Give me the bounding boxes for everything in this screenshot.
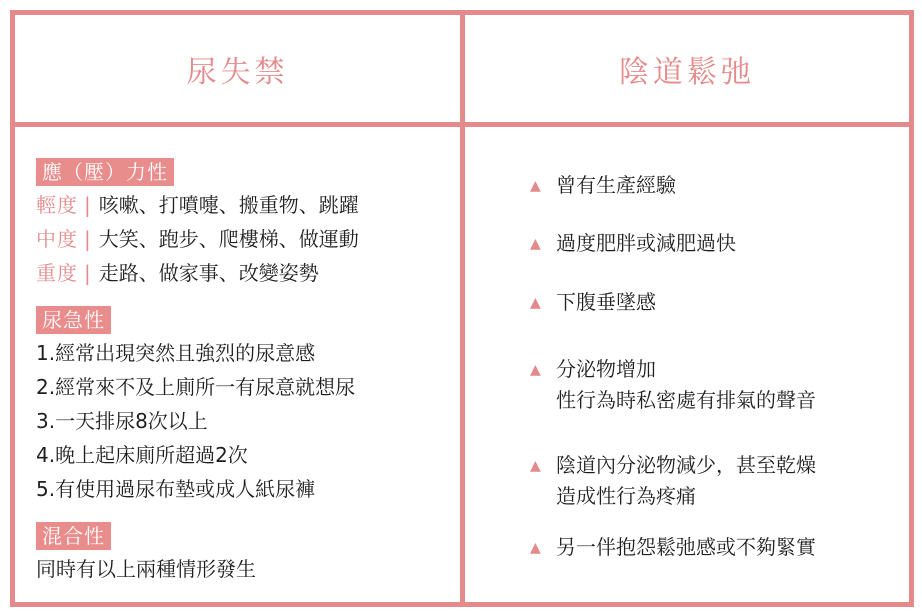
list-item: 4.晚上起床廁所超過2次 [36, 443, 248, 467]
severity-text: 大笑、跑步、爬樓梯、做運動 [98, 227, 359, 251]
list-item: 1.經常出現突然且強烈的尿意感 [36, 341, 316, 365]
mixed-section [36, 522, 359, 586]
stress-section [36, 158, 359, 290]
mixed-text: 同時有以上兩種情形發生 [36, 557, 256, 581]
triangle-bullet-icon: ▲ [530, 236, 541, 252]
severity-label: 輕度 [36, 193, 78, 217]
separator-bar: | [84, 261, 91, 285]
severity-label: 中度 [36, 227, 78, 251]
right-list-item [530, 287, 656, 318]
item-text: 陰道內分泌物減少，甚至乾燥 [556, 453, 816, 477]
list-item: 3.一天排尿8次以上 [36, 409, 208, 433]
right-list-item [530, 228, 736, 259]
stress-tag: 應（壓）力性 [36, 158, 174, 186]
severity-text: 咳嗽、打噴嚏、搬重物、跳躍 [98, 193, 359, 217]
triangle-bullet-icon: ▲ [530, 178, 541, 194]
stress-level-row [36, 188, 359, 222]
list-item: 2.經常來不及上廁所一有尿意就想尿 [36, 375, 356, 399]
stress-level-row [36, 222, 359, 256]
right-column-title: 陰道鬆弛 [619, 55, 755, 90]
item-text: 過度肥胖或減肥過快 [556, 231, 736, 255]
separator-bar: | [84, 227, 91, 251]
item-text: 曾有生產經驗 [556, 173, 676, 197]
item-text: 另一伴抱怨鬆弛感或不夠緊實 [556, 535, 816, 559]
mixed-tag: 混合性 [36, 522, 111, 550]
right-list-item [530, 170, 676, 201]
severity-label: 重度 [36, 261, 78, 285]
item-text-continued: 造成性行為疼痛 [556, 484, 696, 508]
triangle-bullet-icon: ▲ [530, 295, 541, 311]
right-list-item [530, 450, 816, 511]
triangle-bullet-icon: ▲ [530, 540, 541, 556]
stress-level-row [36, 256, 359, 290]
item-text: 下腹垂墜感 [556, 290, 656, 314]
left-column [36, 158, 359, 586]
triangle-bullet-icon: ▲ [530, 458, 541, 474]
right-list-item [530, 354, 816, 415]
list-item: 5.有使用過尿布墊或成人紙尿褲 [36, 477, 316, 501]
border-right [909, 10, 914, 607]
urge-tag: 尿急性 [36, 306, 111, 334]
item-text: 分泌物增加 [556, 357, 656, 381]
left-column-title: 尿失禁 [186, 55, 289, 90]
right-list-item [530, 532, 816, 563]
separator-bar: | [84, 193, 91, 217]
item-text-continued: 性行為時私密處有排氣的聲音 [556, 388, 816, 412]
severity-text: 走路、做家事、改變姿勢 [98, 261, 319, 285]
triangle-bullet-icon: ▲ [530, 362, 541, 378]
urge-section [36, 306, 359, 506]
